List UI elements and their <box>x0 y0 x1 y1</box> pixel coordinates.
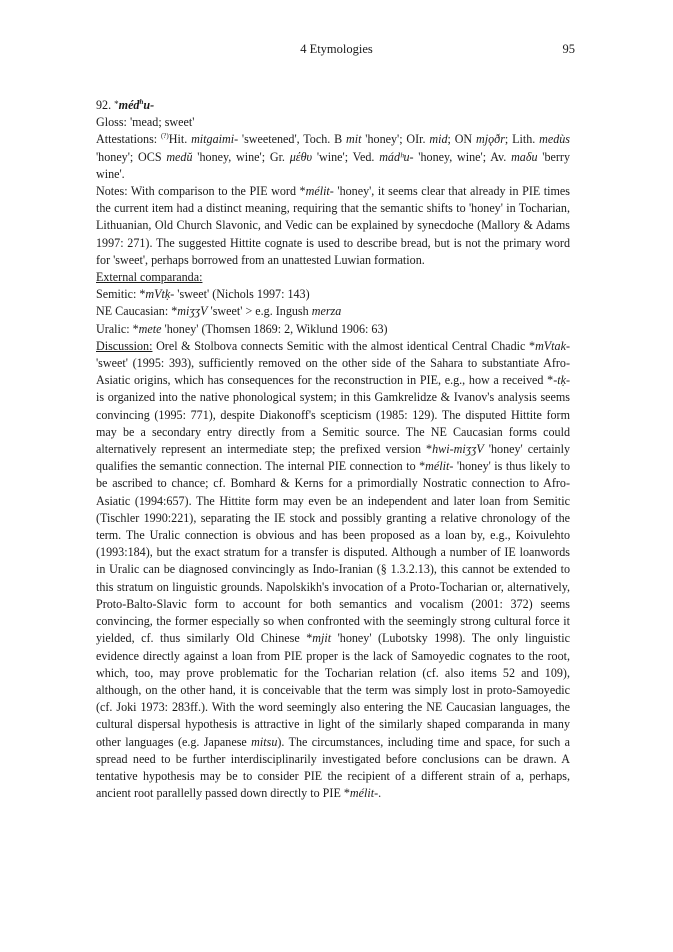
text-run: ; Lith. <box>504 132 540 147</box>
text-run: 'honey'; OIr. <box>361 132 430 147</box>
text-run: 'berry wine'. <box>96 149 570 181</box>
text-run: NE Caucasian: * <box>96 304 178 319</box>
external-comparanda-heading <box>96 269 570 286</box>
entry-body <box>96 96 570 802</box>
comparanda-semitic-text <box>96 287 310 301</box>
italic-form: mitgaimi- <box>191 132 239 147</box>
text-run: 'sweetened', Toch. B <box>238 132 347 147</box>
uncertain-marker: (?) <box>160 132 169 141</box>
italic-form: hwi-miʒʒV <box>432 442 484 457</box>
discussion-label: Discussion: <box>96 338 153 353</box>
italic-form: maδu <box>511 149 538 164</box>
text-run: is organized into the native phonological system; in this Gamkrelidze & Ivanov's analysis seems convincing (1995: 771), despite Diakonoff's scepticism (1985: 129). The disputed Hittite form may be a secondary entry directly from a Semitic source. The NE Caucasian forms could alternatively represent an intermediate step; the prefixed version * <box>96 390 570 457</box>
text-run: ). The circumstances, including time and space, for such a spread need to be further interdisciplinarily investigated before conclusions can be drawn. A tentative hypothesis may be to consider PIE the recipient of a different strain of a, perhaps, ancient root parallelly passed down directly to PIE * <box>96 734 570 801</box>
text-run: 'wine'; Ved. <box>312 149 380 164</box>
text-run: 'sweet' (1995: 393), sufficiently removed on the other side of the Sahara to substantiate Afro-Asiatic origins, which has consequences for the reconstruction in PIE, e.g., how a received * <box>96 356 570 388</box>
headword-aspiration: h <box>139 98 144 106</box>
notes-label: Notes: <box>96 184 128 199</box>
page-number: 95 <box>562 42 575 56</box>
italic-form: mjǫðr <box>476 132 505 147</box>
text-run: Orel & Stolbova connects Semitic with the almost identical Central Chadic * <box>152 338 536 353</box>
comparanda-ne-caucasian <box>96 303 570 320</box>
text-run: Uralic: * <box>96 321 139 336</box>
entry-number: 92. <box>96 98 112 112</box>
running-title: 4 Etymologies <box>300 42 373 56</box>
text-run: ; ON <box>447 132 476 147</box>
italic-form: medŭ <box>166 149 193 164</box>
italic-form: -tḳ- <box>553 373 570 388</box>
text-run: 'honey' certainly qualifies the semantic connection. The internal PIE connection to * <box>96 442 571 474</box>
attestations-paragraph <box>96 131 570 183</box>
gloss-label: Gloss: <box>96 115 127 130</box>
italic-form: medùs <box>539 132 570 147</box>
text-run: 'honey, wine'; Gr. <box>192 149 290 164</box>
text-run: 'honey, wine'; Av. <box>413 149 512 164</box>
comparanda-uralic <box>96 321 570 338</box>
italic-form: mjit <box>312 631 332 646</box>
italic-form: μέθυ <box>289 149 313 164</box>
italic-form: mVtḳ- <box>145 287 175 302</box>
gloss-text: 'mead; sweet' <box>129 115 195 130</box>
entry-headword <box>96 96 570 114</box>
text-run: Semitic: * <box>96 287 146 302</box>
italic-form: mVtak- <box>535 338 570 353</box>
text-run: 'honey'; OCS <box>96 149 167 164</box>
discussion-paragraph <box>96 338 570 802</box>
text-run: 'sweet' > e.g. Ingush <box>207 304 312 319</box>
italic-form: mélit- <box>349 786 379 801</box>
comparanda-uralic-text <box>96 322 388 336</box>
discussion-text <box>96 339 570 800</box>
notes-text <box>96 184 570 267</box>
headword-root: méd <box>118 98 140 112</box>
text-run: Hit. <box>168 132 192 147</box>
gloss-line <box>96 114 570 131</box>
italic-form: mete <box>138 321 162 336</box>
text-run: 'honey' is thus likely to be ascribed to chance; cf. Bomhard & Kerns for a primordially Nostratic connection to Afro-Asiatic (1994:657). The Hittite form may even be an independent and later loan from Semitic (Tischler 1990:221), separating the IE stock and possibly granting a relative chronology of the term. The Uralic connection is obvious and has been proposed as a loan by, e.g., Koivulehto (1993:184), but the exact stratum for a transfer is disputed. Although a number of IE loanwords in Uralic can be diagnosed convincingly as Indo-Iranian (§ 1.3.2.13), this cannot be extended to this stratum on linguistic grounds. Napolskikh's invocation of a Proto-Tocharian or, alternatively, Proto-Balto-Slavic form to account for both semantics and vocalism (2001: 372) seems convincing, the former especially so when confronted with the seemingly strong cultural force it yielded, cf. thus similarly Old Chinese * <box>96 459 570 646</box>
italic-form: mélit- <box>425 459 454 474</box>
comparanda-ne-caucasian-text <box>96 304 341 318</box>
text-run: . <box>378 786 382 801</box>
headword-ending: u- <box>143 98 155 112</box>
italic-form: miʒʒV <box>177 304 208 319</box>
italic-form: merza <box>311 304 342 319</box>
comparanda-semitic <box>96 286 570 303</box>
attestations-label: Attestations: <box>96 132 158 147</box>
notes-paragraph <box>96 183 570 269</box>
italic-form: mélit- <box>305 184 334 199</box>
text-run: 'sweet' (Nichols 1997: 143) <box>174 287 310 302</box>
external-comparanda-label: External comparanda: <box>96 270 203 285</box>
italic-form: mádʰu- <box>379 149 414 164</box>
italic-form: mitsu <box>251 734 278 749</box>
italic-form: mit <box>346 132 362 147</box>
text-run: 'honey' (Thomsen 1869: 2, Wiklund 1906: 63) <box>161 321 388 336</box>
italic-form: mid <box>429 132 448 147</box>
text-run: With comparison to the PIE word * <box>127 184 306 199</box>
text-run: 'honey' (Lubotsky 1998). The only linguistic evidence directly against a loan from PIE proper is the lack of Samoyedic cognates to the root, which, too, may prove problematic for the Tocharian relation (cf. also items 52 and 109), although, on the other hand, it is conceivable that the term was simply lost in proto-Samoyedic (cf. Joki 1973: 283ff.). With the word seemingly also entering the NE Caucasian languages, the cultural dispersal hypothesis is attractive in light of the similarly shaped comparanda in many other languages (e.g. Japanese <box>96 631 571 749</box>
text-run: 'honey', it seems clear that already in PIE times the current item had a distinct meaning, requiring that the semantic shifts to 'honey' in Tocharian, Lithuanian, Old Church Slavonic, and Vedic can be explained by synecdoche (Mallory & Adams 1997: 271). The suggested Hittite cognate is used to describe bread, but is not the primary word for 'sweet', perhaps borrowed from an unattested Luwian formation. <box>96 184 570 267</box>
reconstruction-asterisk: * <box>114 99 119 109</box>
